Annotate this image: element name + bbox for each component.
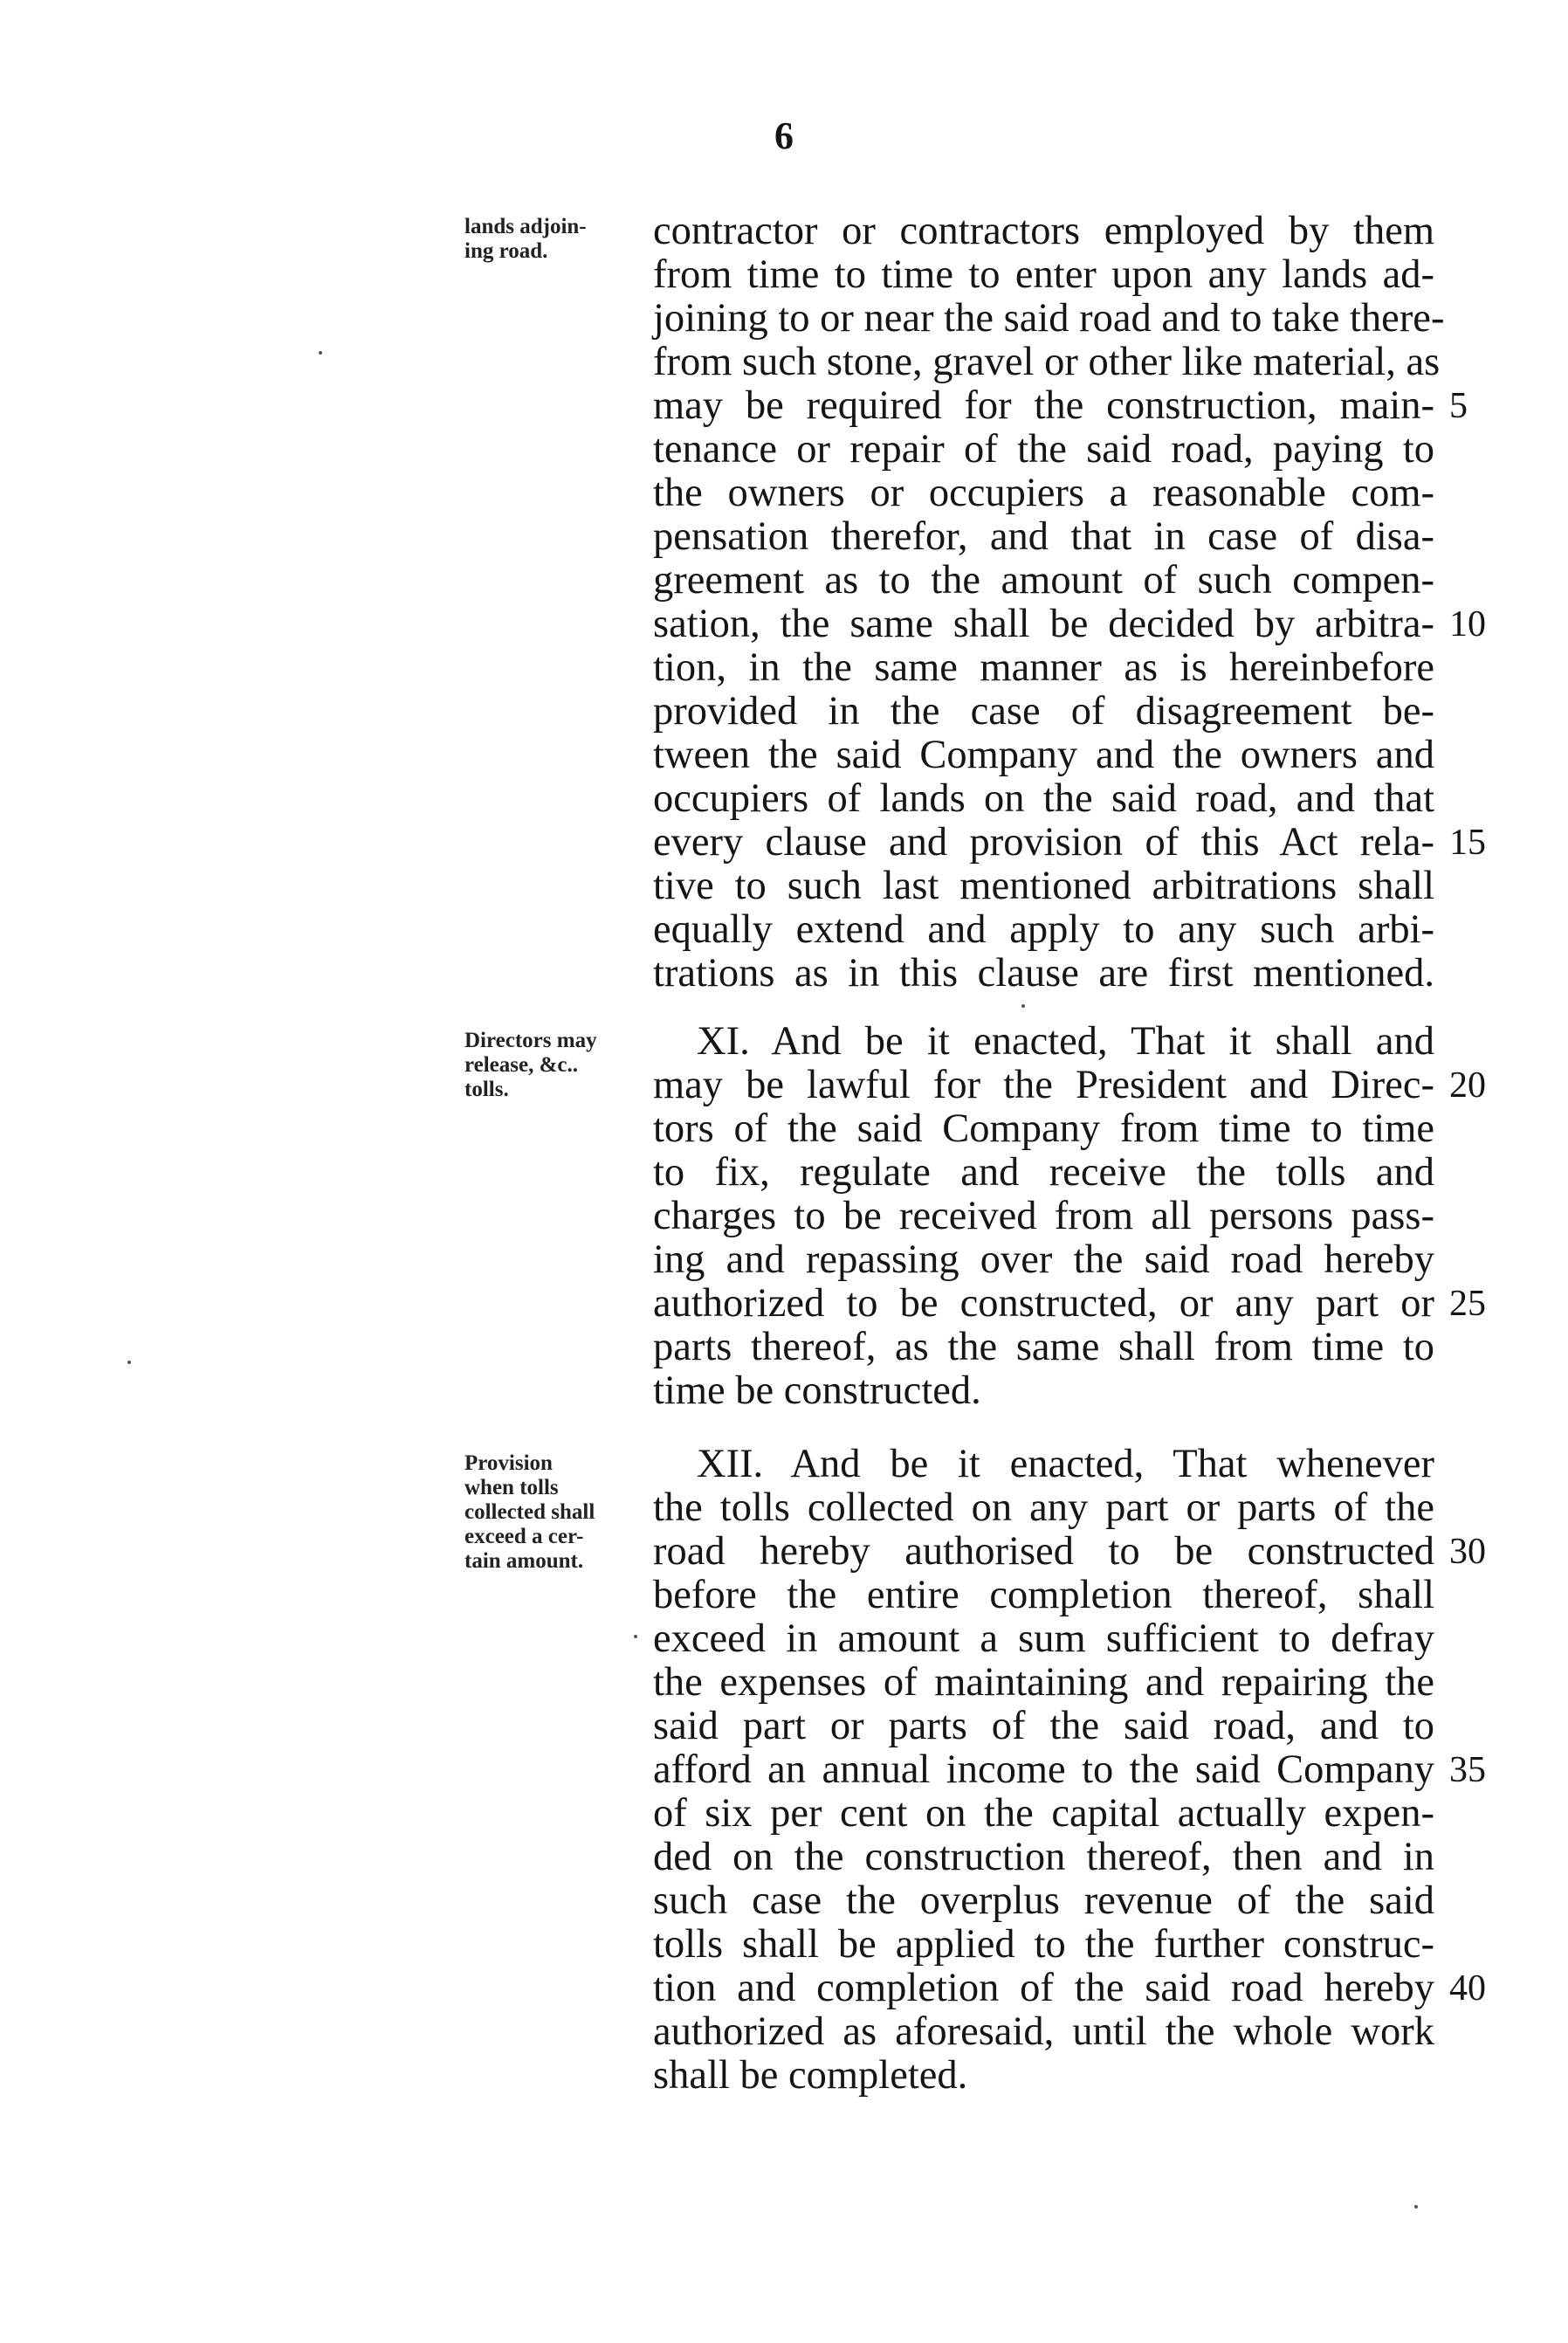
scan-speck [127,1361,131,1364]
line-number: 25 [1449,1284,1486,1324]
text-line: equally extend and apply to any such arbi- [653,907,1434,952]
text-line: parts thereof, as the same shall from time to [653,1325,1434,1369]
text-line: XII. And be it enacted, That whenever [697,1442,1434,1486]
line-number: 20 [1449,1065,1486,1106]
text-line: may be lawful for the President and Direc- [653,1063,1434,1107]
scan-speck [1414,2205,1418,2209]
margin-note: Provision when tolls collected shall exceed a cer- tain amount. [464,1451,595,1573]
text-line: said part or parts of the said road, and to [653,1704,1434,1748]
margin-note: lands adjoin- ing road. [464,215,587,263]
line-number: 40 [1449,1968,1486,2009]
text-line: ded on the construction thereof, then and in [653,1835,1434,1879]
text-line: authorized to be constructed, or any part or [653,1281,1434,1326]
text-line: occupiers of lands on the said road, and that [653,776,1434,821]
text-line: from time to time to enter upon any lands ad- [653,252,1434,297]
margin-note: Directors may release, &c.. tolls. [464,1029,597,1101]
text-line: charges to be received from all persons pass- [653,1194,1434,1238]
text-line: the expenses of maintaining and repairing the [653,1660,1434,1705]
text-line: shall be completed. [653,2053,968,2098]
text-line: tenance or repair of the said road, paying to [653,427,1434,472]
line-number: 10 [1449,604,1486,644]
text-line: from such stone, gravel or other like material, as [653,340,1441,384]
text-line: of six per cent on the capital actually expen- [653,1791,1434,1836]
text-line: tolls shall be applied to the further construc- [653,1922,1434,1967]
text-line: the tolls collected on any part or parts of the [653,1485,1434,1530]
text-line: exceed in amount a sum sufficient to defray [653,1616,1434,1661]
page-number: 6 [774,114,794,157]
text-line: time be constructed. [653,1368,981,1413]
text-line: tween the said Company and the owners and [653,733,1434,777]
text-line: provided in the case of disagreement be- [653,689,1434,734]
text-line: may be required for the construction, main- [653,383,1434,428]
text-line: greement as to the amount of such compen- [653,558,1434,603]
line-number: 30 [1449,1532,1486,1572]
line-number: 35 [1449,1750,1486,1790]
text-line: the owners or occupiers a reasonable com- [653,471,1434,515]
text-line: to fix, regulate and receive the tolls and [653,1150,1434,1195]
text-line: pensation therefor, and that in case of disa- [653,514,1434,559]
line-number: 5 [1449,386,1468,426]
text-line: contractor or contractors employed by them [653,209,1434,253]
text-line: every clause and provision of this Act rela- [653,820,1434,865]
text-line: XI. And be it enacted, That it shall and [697,1019,1434,1064]
text-line: tive to such last mentioned arbitrations shall [653,864,1434,908]
scan-speck [1021,1004,1025,1008]
line-number: 15 [1449,823,1486,863]
text-line: road hereby authorised to be constructed [653,1529,1434,1574]
text-line: authorized as aforesaid, until the whole work [653,2009,1434,2054]
text-line: tion and completion of the said road hereby [653,1966,1434,2010]
text-line: before the entire completion thereof, shall [653,1573,1434,1617]
text-line: sation, the same shall be decided by arbitra- [653,602,1434,646]
text-line: afford an annual income to the said Company [653,1747,1434,1792]
scan-speck [634,1635,637,1638]
text-line: trations as in this clause are first mentioned. [653,951,1434,996]
text-line: such case the overplus revenue of the said [653,1878,1434,1923]
text-line: tion, in the same manner as is hereinbefore [653,645,1434,690]
text-line: tors of the said Company from time to time [653,1106,1434,1151]
text-line: ing and repassing over the said road hereby [653,1237,1434,1282]
text-line: joining to or near the said road and to take there- [653,296,1445,341]
scan-speck [319,351,322,355]
